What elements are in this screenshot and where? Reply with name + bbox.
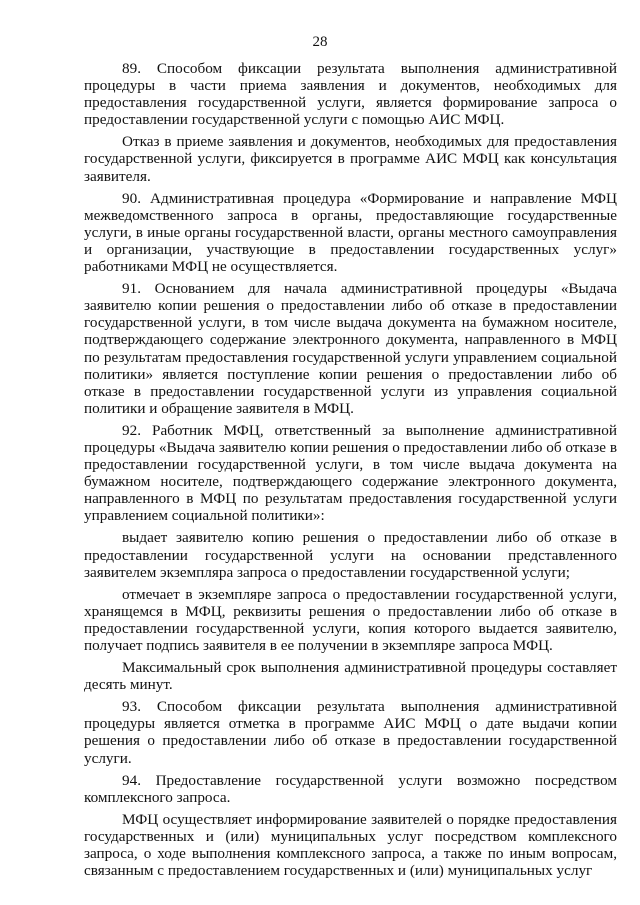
paragraph-91: 91. Основанием для начала административной процедуры «Выдача заявителю копии решения о предоставлении либо об отказе в предоставлении государственной услуги, в том числе выдача документа на бумажном носителе, подтверждающего содержание электронного документа, направленного в МФЦ по результатам предоставления государственной услуги управлением социальной политики» является поступление копии решения о предоставлении либо об отказе в предоставлении государственной услуги из управления социальной политики и обращение заявителя в МФЦ. xyxy=(84,280,617,417)
paragraph-mfc-informing: МФЦ осуществляет информирование заявителей о порядке предоставления государственных и (или) муниципальных услуг посредством комплексного запроса, о ходе выполнения комплексного запроса, а также по иным вопросам, связанным с предоставлением государственных и (или) муниципальных услуг xyxy=(84,810,617,880)
paragraph-92-issues: выдает заявителю копию решения о предоставлении либо об отказе в предоставлении государственной услуги на основании представленного заявителем экземпляра запроса о предоставлении государственной услуги; xyxy=(84,529,617,581)
document-body xyxy=(84,60,617,884)
paragraph-92-marks: отмечает в экземпляре запроса о предоставлении государственной услуги, хранящемся в МФЦ, реквизиты решения о предоставлении либо об отказе в предоставлении государственной услуги, копия которого выдается заявителю, получает подпись заявителя в ее получении в экземпляре запроса МФЦ. xyxy=(84,585,617,654)
paragraph-refusal: Отказ в приеме заявления и документов, необходимых для предоставления государственной услуги, фиксируется в программе АИС МФЦ как консультация заявителя. xyxy=(84,133,617,185)
page-number: 28 xyxy=(312,34,328,50)
paragraph-92: 92. Работник МФЦ, ответственный за выполнение административной процедуры «Выдача заявителю копии решения о предоставлении либо об отказе в предоставлении государственной услуги, в том числе выдача документа на бумажном носителе, подтверждающего содержание электронного документа, направленного в МФЦ по результатам предоставления государственной услуги управлением социальной политики»: xyxy=(84,421,617,525)
paragraph-90: 90. Административная процедура «Формирование и направление МФЦ межведомственного запроса в органы, предоставляющие государственные услуги, в иные органы государственной власти, органы местного самоуправления и организации, участвующие в предоставлении государственных услуг» работниками МФЦ не осуществляется. xyxy=(84,189,617,276)
paragraph-94: 94. Предоставление государственной услуги возможно посредством комплексного запроса. xyxy=(84,771,617,806)
paragraph-max-time: Максимальный срок выполнения административной процедуры составляет десять минут. xyxy=(84,659,617,694)
paragraph-89: 89. Способом фиксации результата выполнения административной процедуры в части приема заявления и документов, необходимых для предоставления государственной услуги, является формирование запроса о предоставлении государственной услуги с помощью АИС МФЦ. xyxy=(84,60,617,129)
paragraph-93: 93. Способом фиксации результата выполнения административной процедуры является отметка в программе АИС МФЦ о дате выдачи копии решения о предоставлении либо об отказе в предоставлении государственной услуги. xyxy=(84,698,617,767)
